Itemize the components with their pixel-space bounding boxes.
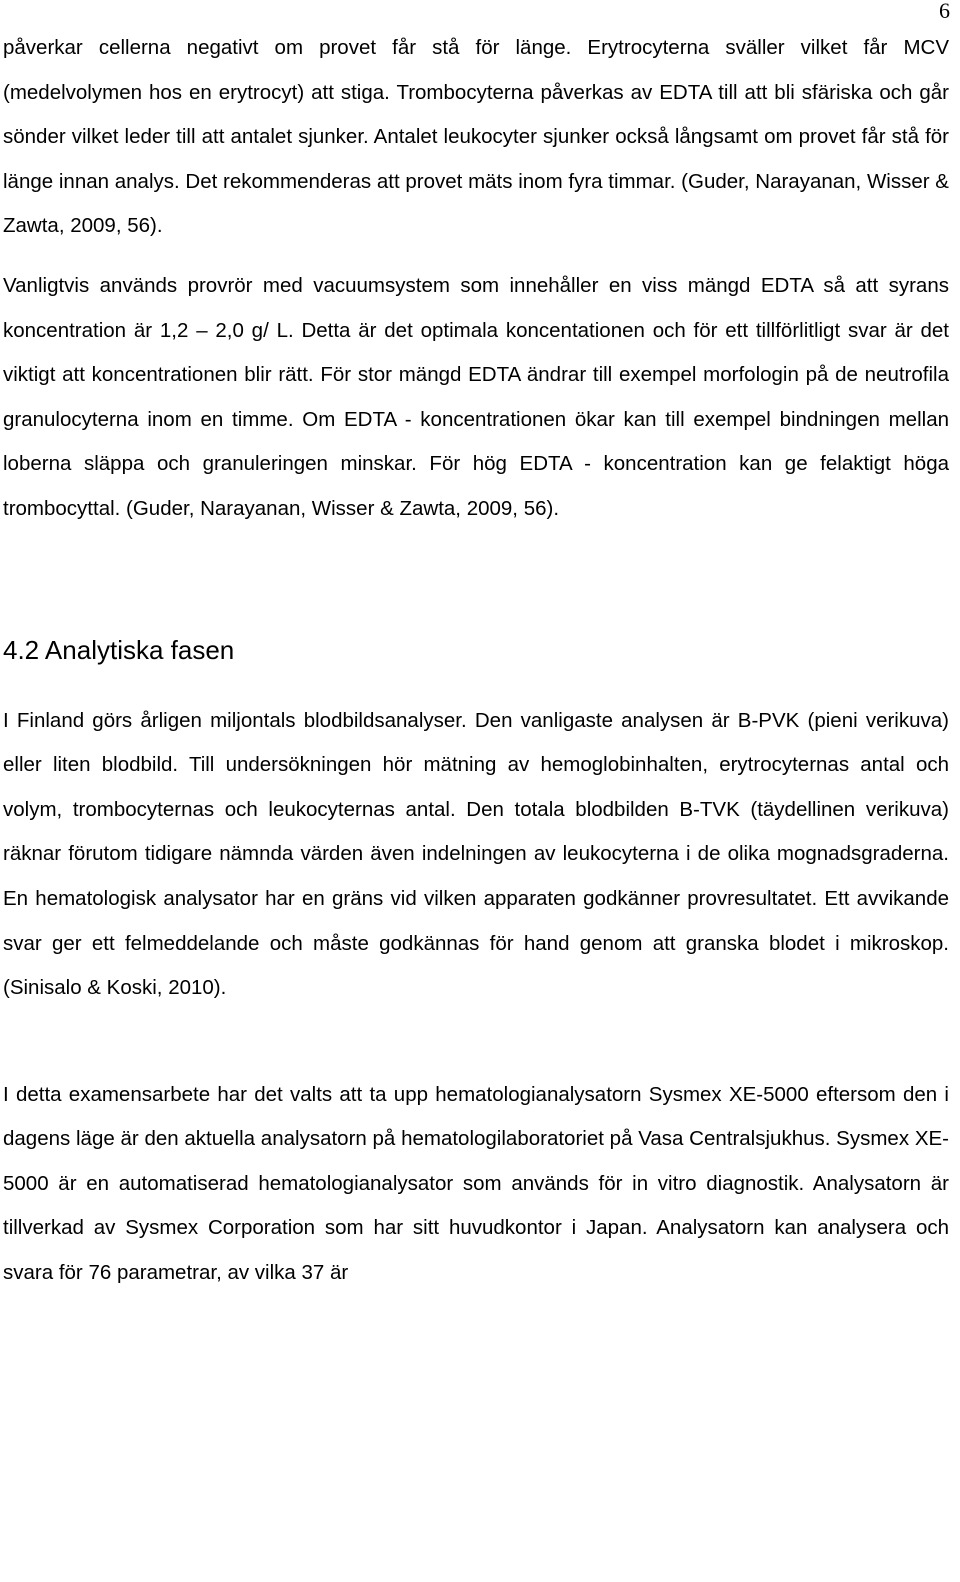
document-body xyxy=(3,26,949,1296)
section-heading: 4.2 Analytiska fasen xyxy=(3,634,235,665)
paragraph-sysmex: I detta examensarbete har det valts att ta upp hematologianalysatorn Sysmex XE-5000 eftersom den i dagens läge är den aktuella analysatorn på hematologilaboratoriet på Vasa Centralsjukhus. Sysmex XE-5000 är en automatiserad hematologianalysator som används för in vitro diagnostik. Analysatorn är tillverkad av Sysmex Corporation som har sitt huvudkontor i Japan. Analysatorn kan analysera och svara för 76 parametrar, av vilka 37 är xyxy=(3,1082,949,1285)
page-number: 6 xyxy=(939,0,950,23)
paragraph-edta-effects: påverkar cellerna negativt om provet får stå för länge. Erytrocyterna sväller vilket får MCV (medelvolymen hos en erytrocyt) att stiga. Trombocyterna påverkas av EDTA till att bli sfäriska och går sönder vilket leder till att antalet sjunker. Antalet leukocyter sjunker också långsamt om provet får stå för länge innan analys. Det rekommenderas att provet mäts inom fyra timmar. (Guder, Narayanan, Wisser & Zawta, 2009, 56). xyxy=(3,36,949,238)
paragraph-spacer xyxy=(3,1011,949,1073)
section-spacer xyxy=(3,532,949,628)
paragraph-vacuum-tubes: Vanligtvis används provrör med vacuumsystem som innehåller en viss mängd EDTA så att syrans koncentration är 1,2 – 2,0 g/ L. Detta är det optimala koncentationen och för ett tillförlitligt svar är det viktigt att koncentrationen blir rätt. För stor mängd EDTA ändrar till exempel morfologin på de neutrofila granulocyterna inom en timme. Om EDTA - koncentrationen ökar kan till exempel bindningen mellan loberna släppa och granuleringen minskar. För hög EDTA - koncentration kan ge felaktigt höga trombocyttal. (Guder, Narayanan, Wisser & Zawta, 2009, 56). xyxy=(3,273,949,520)
paragraph-blood-count: I Finland görs årligen miljontals blodbildsanalyser. Den vanligaste analysen är B-PVK (pieni verikuva) eller liten blodbild. Till undersökningen hör mätning av hemoglobinhalten, erytrocyternas antal och volym, trombocyternas och leukocyternas antal. Den totala blodbilden B-TVK (täydellinen verikuva) räknar förutom tidigare nämnda värden även indelningen av leukocyterna i de olika mognadsgraderna. En hematologisk analysator har en gräns vid vilken apparaten godkänner provresultatet. Ett avvikande svar ger ett felmeddelande och måste godkännas för hand genom att granska blodet i mikroskop. (Sinisalo & Koski, 2010). xyxy=(3,708,949,1000)
heading-spacer xyxy=(3,672,949,699)
paragraph-spacer xyxy=(3,249,949,264)
